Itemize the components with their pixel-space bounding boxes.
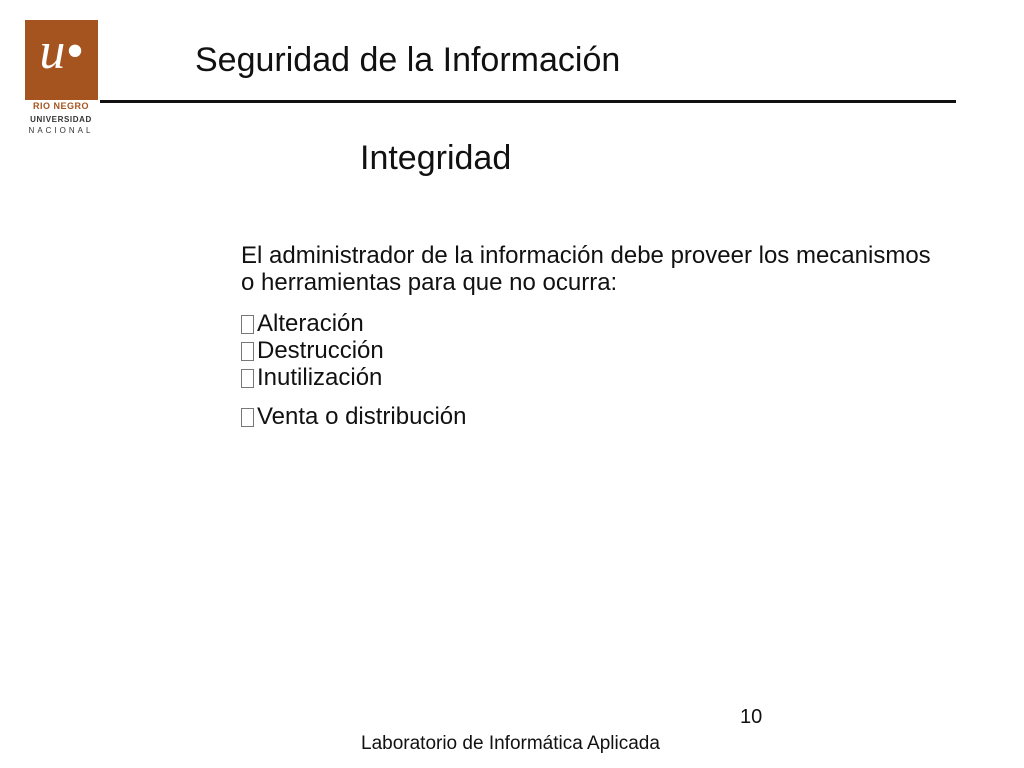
slide-subtitle: Integridad (360, 139, 512, 177)
bullet-list-secondary (241, 403, 931, 430)
bullet-label: Venta o distribución (257, 403, 467, 430)
bullet-label: Alteración (257, 310, 364, 337)
header-divider (100, 100, 956, 103)
logo-emblem (25, 20, 98, 100)
bullet-label: Destrucción (257, 337, 384, 364)
missing-glyph-box-icon (241, 369, 254, 388)
bullet-label: Inutilización (257, 364, 383, 391)
university-logo (23, 20, 99, 138)
slide-body (241, 242, 931, 442)
bullet-item (241, 403, 931, 430)
logo-line-universidad: UNIVERSIDAD (30, 115, 92, 124)
logo-line-rio-negro: RIO NEGRO (32, 101, 89, 111)
bullet-item (241, 337, 931, 364)
logo-line-nacional: NACIONAL (28, 126, 94, 135)
logo-mark: u• (39, 23, 84, 80)
page-number: 10 (740, 706, 763, 728)
bullet-item (241, 364, 931, 391)
missing-glyph-box-icon (241, 342, 254, 361)
slide-header-title: Seguridad de la Información (195, 41, 621, 79)
missing-glyph-box-icon (241, 315, 254, 334)
bullet-item (241, 310, 931, 337)
missing-glyph-box-icon (241, 408, 254, 427)
intro-paragraph: El administrador de la información debe proveer los mecanismos o herramientas para que no ocurra: (241, 242, 931, 296)
footer-text: Laboratorio de Informática Aplicada (361, 733, 660, 754)
bullet-list (241, 310, 931, 391)
